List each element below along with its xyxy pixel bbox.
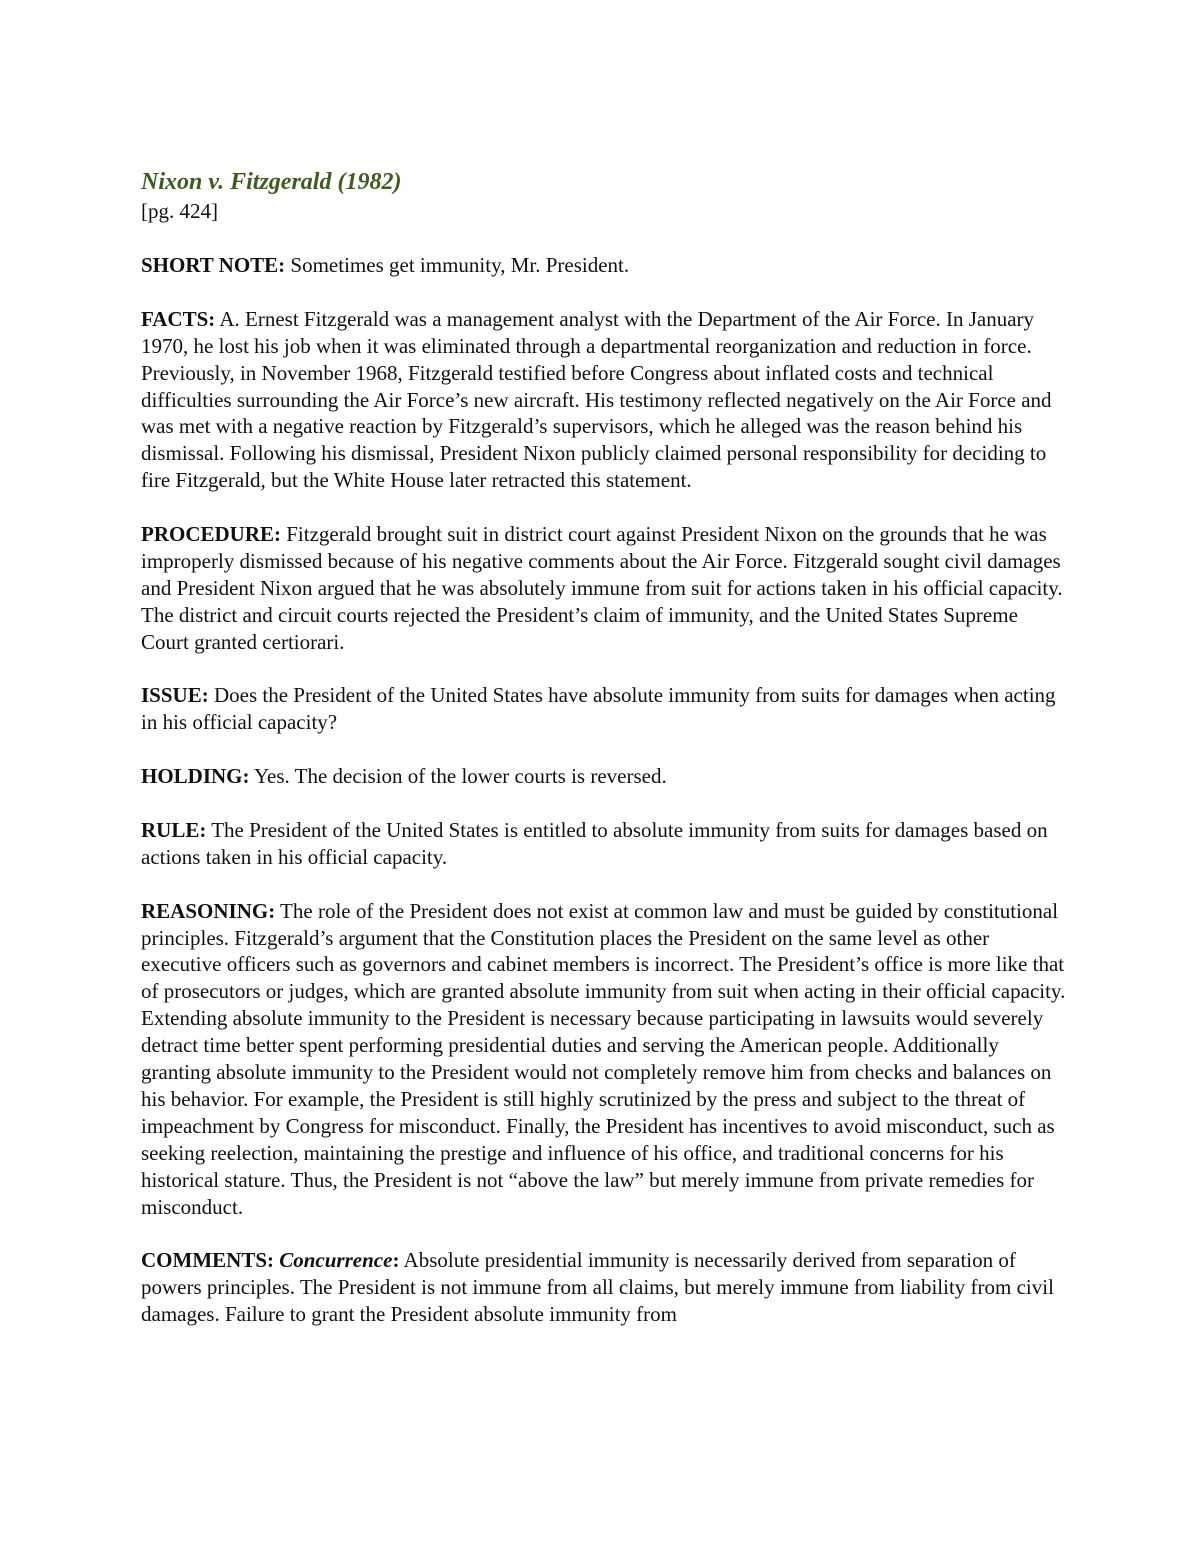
holding-section bbox=[141, 763, 1066, 790]
concurrence-colon: : bbox=[392, 1248, 400, 1273]
rule-section bbox=[141, 817, 1066, 871]
document-page bbox=[141, 166, 1066, 1355]
facts-section bbox=[141, 306, 1066, 494]
short-note-text: Sometimes get immunity, Mr. President. bbox=[285, 253, 630, 277]
short-note-section bbox=[141, 252, 1066, 279]
holding-text: Yes. The decision of the lower courts is reversed. bbox=[249, 764, 667, 789]
rule-text: The President of the United States is entitled to absolute immunity from suits for damages based on actions taken in his official capacity. bbox=[141, 817, 1048, 869]
reasoning-label: REASONING: bbox=[141, 898, 276, 923]
comments-text: Absolute presidential immunity is necessarily derived from separation of powers principles. The President is not immune from all claims, but merely immune from liability from civil damages. Failure to grant the President absolute immunity from bbox=[141, 1248, 1054, 1327]
reasoning-section bbox=[141, 898, 1066, 1221]
comments-section bbox=[141, 1247, 1066, 1328]
reasoning-text: The role of the President does not exist at common law and must be guided by constitutional principles. Fitzgerald’s argument that the Constitution places the President on the same level as other executive officers such as governors and cabinet members is incorrect. The President’s office is more like that of prosecutors or judges, which are granted absolute immunity from suit when acting in their official capacity. Extending absolute immunity to the President is necessary because participating in lawsuits would severely detract time better spent performing presidential duties and serving the American people. Additionally granting absolute immunity to the President would not completely remove him from checks and balances on his behavior. For example, the President is still highly scrutinized by the press and subject to the threat of impeachment by Congress for misconduct. Finally, the President has incentives to avoid misconduct, such as seeking reelection, maintaining the prestige and influence of his office, and traditional concerns for his historical stature. Thus, the President is not “above the law” but merely immune from private remedies for misconduct. bbox=[141, 898, 1066, 1219]
holding-label: HOLDING: bbox=[141, 764, 250, 789]
procedure-label: PROCEDURE: bbox=[141, 522, 281, 547]
short-note-label: SHORT NOTE: bbox=[141, 253, 286, 277]
procedure-section bbox=[141, 521, 1066, 656]
facts-label: FACTS: bbox=[141, 306, 216, 331]
facts-text: A. Ernest Fitzgerald was a management analyst with the Department of the Air Force. In January 1970, he lost his job when it was eliminated through a departmental reorganization and reduction in force. Previously, in November 1968, Fitzgerald testified before Congress about inflated costs and technical difficulties surrounding the Air Force’s new aircraft. His testimony reflected negatively on the Air Force and was met with a negative reaction by Fitzgerald’s supervisors, which he alleged was the reason behind his dismissal. Following his dismissal, President Nixon publicly claimed personal responsibility for deciding to fire Fitzgerald, but the White House later retracted this statement. bbox=[141, 306, 1052, 493]
issue-section bbox=[141, 682, 1066, 736]
issue-text: Does the President of the United States have absolute immunity from suits for damages when acting in his official capacity? bbox=[141, 683, 1056, 735]
case-title: Nixon v. Fitzgerald (1982) bbox=[141, 169, 402, 195]
concurrence-label: Concurrence bbox=[279, 1248, 393, 1273]
page-reference: [pg. 424] bbox=[141, 199, 218, 223]
procedure-text: Fitzgerald brought suit in district court against President Nixon on the grounds that he was improperly dismissed because of his negative comments about the Air Force. Fitzgerald sought civil damages and President Nixon argued that he was absolutely immune from suit for actions taken in his official capacity. The district and circuit courts rejected the President’s claim of immunity, and the United States Supreme Court granted certiorari. bbox=[141, 522, 1063, 654]
issue-label: ISSUE: bbox=[141, 683, 209, 708]
rule-label: RULE: bbox=[141, 817, 207, 842]
comments-label: COMMENTS: bbox=[141, 1248, 274, 1273]
